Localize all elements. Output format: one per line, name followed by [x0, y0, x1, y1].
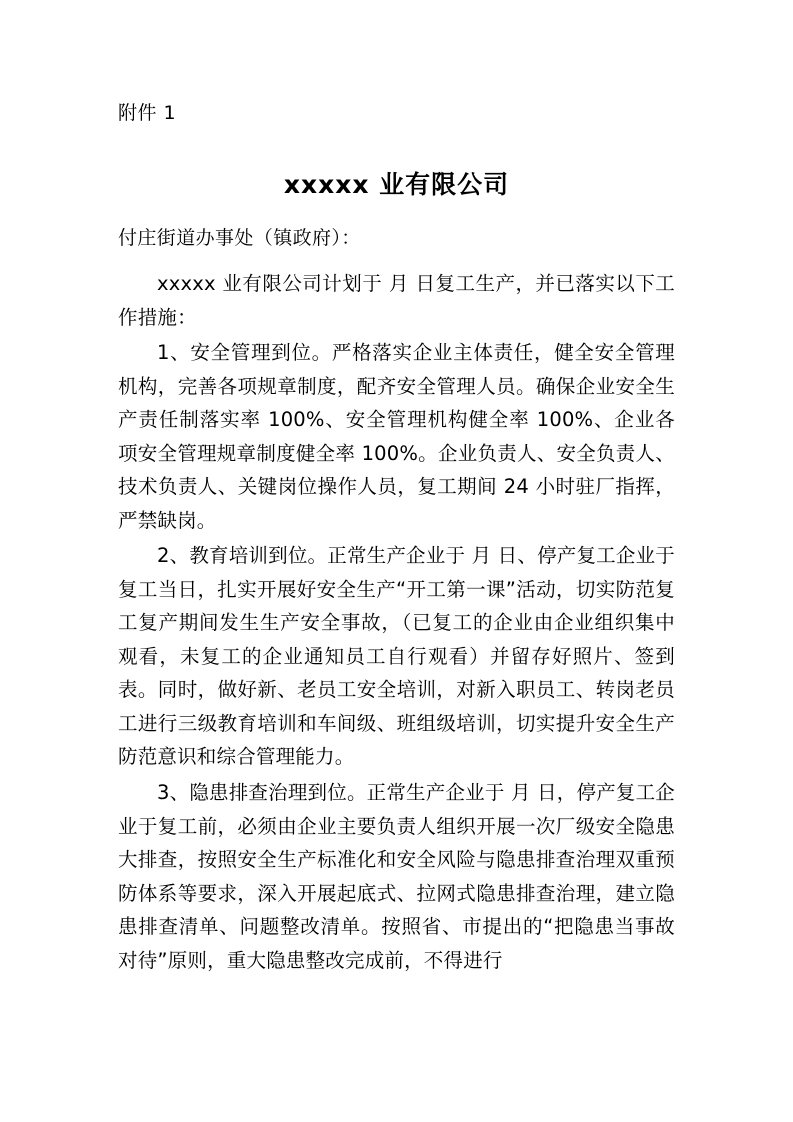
paragraph-intro: xxxxx 业有限公司计划于 月 日复工生产，并已落实以下工作措施：: [118, 272, 675, 329]
attachment-label: 附件 1: [118, 102, 177, 124]
paragraph-item-1: 1、安全管理到位。严格落实企业主体责任，健全安全管理机构，完善各项规章制度，配齐安全管理人员。确保企业安全生产责任制落实率 100%、安全管理机构健全率 100%、企业各项安全管理规章制度健全率 100%。企业负责人、安全负责人、技术负责人、关键岗位操作人员，复工期间 24 小时驻厂指挥，严禁缺岗。: [118, 341, 675, 532]
page-title: xxxxx 业有限公司: [283, 169, 510, 199]
paragraph-item-3: 3、隐患排查治理到位。正常生产企业于 月 日，停产复工企业于复工前，必须由企业主要负责人组织开展一次厂级安全隐患大排查，按照安全生产标准化和安全风险与隐患排查治理双重预防体系等要求，深入开展起底式、拉网式隐患排查治理，建立隐患排查清单、问题整改清单。按照省、市提出的“把隐患当事故对待”原则，重大隐患整改完成前，不得进行: [118, 781, 675, 972]
recipient-line: 付庄街道办事处（镇政府）：: [118, 226, 361, 249]
paragraph-item-2: 2、教育培训到位。正常生产企业于 月 日、停产复工企业于复工当日，扎实开展好安全生产“开工第一课”活动，切实防范复工复产期间发生生产安全事故，（已复工的企业由企业组织集中观看，未复工的企业通知员工自行观看）并留存好照片、签到表。同时，做好新、老员工安全培训，对新入职员工、转岗老员工进行三级教育培训和车间级、班组级培训，切实提升安全生产防范意识和综合管理能力。: [118, 544, 675, 769]
